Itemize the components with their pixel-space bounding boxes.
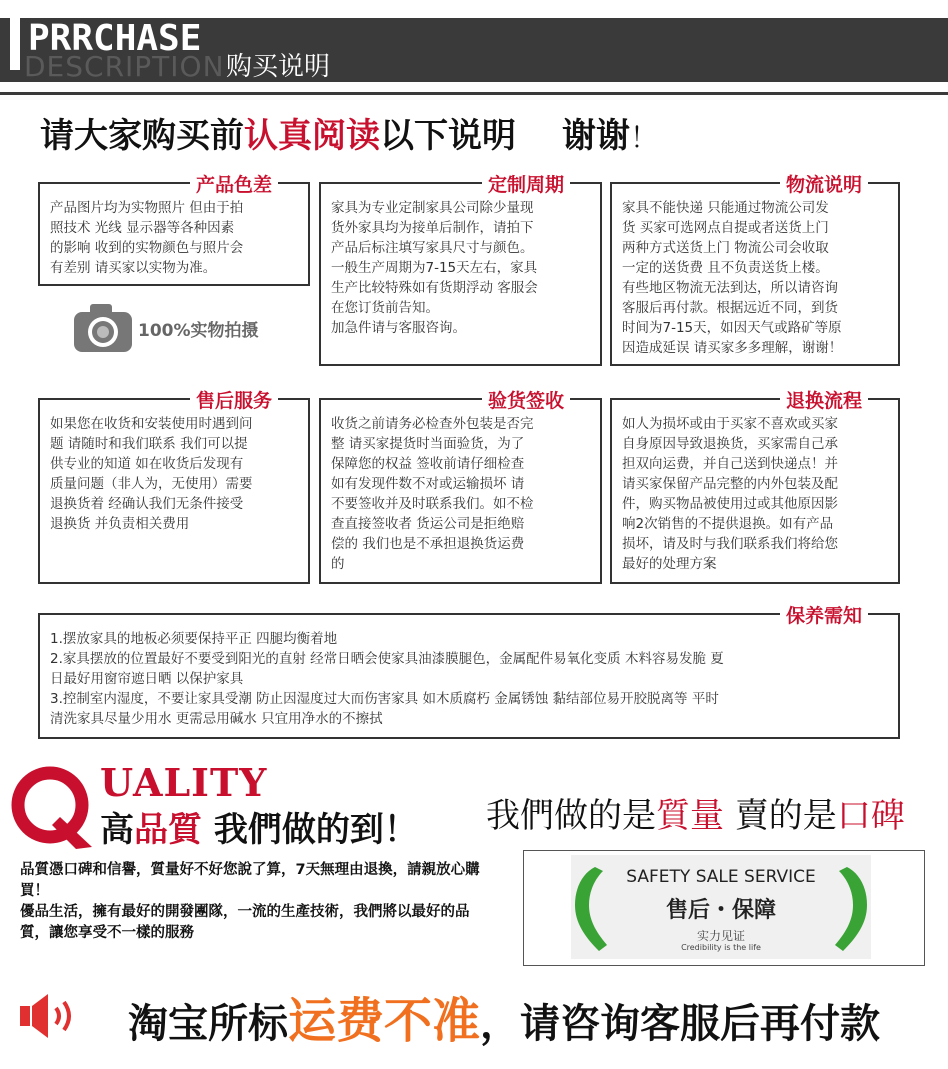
box-title: 定制周期 [482, 170, 570, 197]
quality-cn-highlight: 品質 [134, 810, 202, 850]
box-title: 物流说明 [780, 170, 868, 197]
safety-service-banner [523, 850, 925, 966]
slogan-highlight1: 質量 [656, 796, 724, 836]
box-text: 家具不能快递 只能通过物流公司发 货 买家可选网点自提或者送货上门 两种方式送货上门 物流公司会收取 一定的送货费 且不负责送货上楼。 有些地区物流无法到达，所以请咨询 客服后再付款。根据远近不同，到货 时间为7-15天，如因天气或路矿等原 因造成延误 请买家多多理解，谢谢！ [622, 200, 843, 356]
box-title: 产品色差 [190, 170, 278, 197]
title-thanks: 谢谢 [562, 116, 630, 156]
promise-line2: 優品生活，擁有最好的開發團隊，一流的生產技術，我們將以最好的品質，讓您享受不一樣的服務 [20, 904, 470, 941]
box-color-difference [38, 174, 310, 286]
notice-part3: ，请咨询客服后再付款 [480, 1000, 881, 1047]
quality-cn [100, 802, 418, 851]
title-exclamation: ！ [630, 121, 659, 154]
header-title-cn: 购买说明 [226, 52, 331, 82]
slogan-part3: 賣的是 [724, 796, 837, 836]
quality-cn-part1: 高 [100, 810, 134, 850]
box-text: 如人为损坏或由于买家不喜欢或买家 自身原因导致退换货，买家需自己承 担双向运费，并自己送到快递点！并 请买家保留产品完整的内外包装及配 件，购买物品被使用过或其他原因影 响2次销售的不提供退换。如有产品 损坏，请及时与我们联系我们将给您 最好的处理方案 [622, 416, 838, 572]
box-after-sales [38, 390, 310, 584]
bottom-notice [128, 982, 880, 1051]
box-title: 验货签收 [482, 386, 570, 413]
box-title: 售后服务 [190, 386, 278, 413]
header-divider [0, 92, 948, 95]
safety-subtitle-cn: 实力见证 [696, 929, 745, 943]
camera-icon [70, 300, 136, 356]
header-title-en: PRRCHASE [28, 18, 202, 59]
box-text: 如果您在收货和安装使用时遇到问 题 请随时和我们联系 我们可以提 供专业的知道 如在收货后发现有 质量问题（非人为，无使用）需要 退换货着 经确认我们无条件接受 退换货 并负责相关费用 [50, 416, 253, 532]
header-subtitle-en: DESCRIPTION [24, 50, 225, 83]
box-return-process [610, 390, 900, 584]
safety-subtitle-en: Credibility is the life [681, 943, 761, 952]
quality-en: UALITY [100, 760, 268, 805]
title-part1: 请大家购买前 [40, 116, 244, 156]
camera-label: 100%实物拍摄 [138, 321, 259, 341]
safety-title-en: SAFETY SALE SERVICE [626, 867, 816, 887]
quality-slogan [486, 788, 905, 837]
quality-cn-part3: 我們做的到！ [202, 810, 418, 850]
box-inspection [319, 390, 602, 584]
slogan-part1: 我們做的是 [486, 796, 656, 836]
box-custom-cycle [319, 174, 602, 366]
safety-inner [571, 855, 871, 959]
box-text: 产品图片均为实物照片 但由于拍 照技术 光线 显示器等各种因素 的影响 收到的实物颜色与照片会 有差别 请买家以实物为准。 [50, 200, 244, 276]
notice-highlight: 运费不准 [288, 993, 481, 1049]
box-title: 保养需知 [780, 601, 868, 628]
promise-line1: 品質憑口碑和信譽，質量好不好您說了算，7天無理由退換，請親放心購買！ [20, 862, 480, 899]
title-part3: 以下说明 [380, 116, 516, 156]
box-text: 家具为专业定制家具公司除少量现 货外家具均为接单后制作，请拍下 产品后标注填写家具尺寸与颜色。 一般生产周期为7-15天左右，家具 生产比较特殊如有货期浮动 客服会 在您订货前告知。 加急件请与客服咨询。 [331, 200, 538, 336]
box-text: 收货之前请务必检查外包装是否完 整 请买家提货时当面验货，为了 保障您的权益 签收前请仔细检查 如有发现件数不对或运输损坏 请 不要签收并及时联系我们。如不检 查直接签收者 货运公司是拒绝赔 偿的 我们也是不承担退换货运费 的 [331, 416, 534, 572]
box-maintenance [38, 605, 900, 739]
speaker-icon [18, 990, 86, 1042]
header-accent [10, 18, 20, 70]
promise-text [20, 860, 480, 944]
title-highlight: 认真阅读 [244, 116, 380, 156]
safety-title-cn: 售后・保障 [665, 898, 776, 923]
page-title [40, 108, 658, 157]
box-title: 退换流程 [780, 386, 868, 413]
quality-q-logo [10, 765, 96, 851]
header [0, 0, 948, 82]
notice-part1: 淘宝所标 [128, 1000, 288, 1047]
slogan-highlight2: 口碑 [836, 796, 905, 836]
box-text: 1.摆放家具的地板必须要保持平正 四腿均衡着地 2.家具摆放的位置最好不要受到阳光的直射 经常日晒会使家具油漆膜腿色，金属配件易氧化变质 木料容易发脆 夏 日最好用窗帘遮日晒 以保护家具 3.控制室内湿度，不要让家具受潮 防止因湿度过大而伤害家具 如木质腐朽 金属锈蚀 黏结部位易开胶脱离等 平时 清洗家具尽量少用水 更需忌用碱水 只宜用净水的不擦拭 [50, 631, 724, 727]
box-logistics [610, 174, 900, 366]
